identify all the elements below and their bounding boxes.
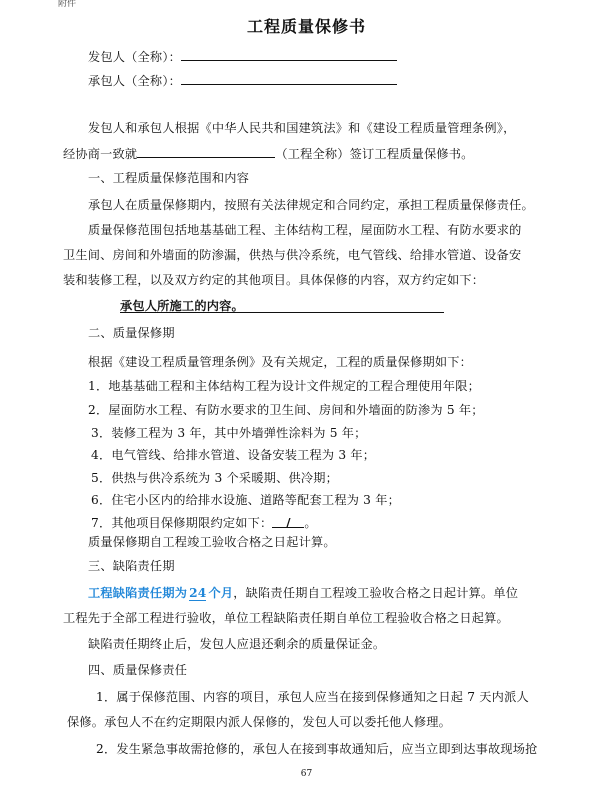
- section-3-heading: 三、缺陷责任期: [88, 559, 175, 573]
- other-period-fill-field[interactable]: /: [272, 515, 304, 528]
- intro-text-b: （工程全称）签订工程质量保修书。: [275, 147, 474, 161]
- intro-paragraph-line-2: [63, 145, 474, 162]
- document-title: 工程质量保修书: [246, 17, 366, 36]
- contractor-line: [88, 72, 397, 89]
- defect-period-unit: 个月: [208, 586, 234, 600]
- intro-text-a: 经协商一致就: [63, 147, 138, 161]
- defect-period-rest: ，缺陷责任期自工程竣工验收合格之日起计算。单位: [233, 586, 519, 600]
- employer-line: [88, 48, 397, 65]
- section-2-closing: 质量保修期自工程竣工验收合格之日起计算。: [88, 535, 336, 549]
- section-1-paragraph-2-line-3: 装和装修工程，以及双方约定的其他项目。具体保修的内容，双方约定如下：: [63, 273, 485, 287]
- warranty-item-1: 1．地基基础工程和主体结构工程为设计文件规定的工程合理使用年限；: [88, 379, 480, 393]
- intro-paragraph-line-1: 发包人和承包人根据《中华人民共和国建筑法》和《建设工程质量管理条例》，: [88, 121, 516, 135]
- warranty-item-4: 4．电气管线、给排水管道、设备安装工程为 3 年；: [91, 448, 376, 462]
- section-4-paragraph-1-line-1: 1．属于保修范围、内容的项目，承包人应当在接到保修通知之日起 7 天内派人: [96, 690, 529, 704]
- defect-period-months[interactable]: 24: [189, 586, 207, 600]
- warranty-item-2: 2．屋面防水工程、有防水要求的卫生间、房间和外墙面的防渗为 5 年；: [88, 403, 484, 417]
- section-4-heading: 四、质量保修责任: [88, 663, 188, 677]
- warranty-item-7: [91, 515, 317, 531]
- section-3-paragraph-1-line-2: 工程先于全部工程进行验收，单位工程缺陷责任期自单位工程验收合格之日起算。: [63, 611, 509, 625]
- section-1-paragraph-2-line-1: 质量保修范围包括地基基础工程、主体结构工程，屋面防水工程、有防水要求的: [88, 223, 522, 237]
- employer-label: 发包人（全称）：: [88, 50, 181, 64]
- section-1-paragraph-1: 承包人在质量保修期内，按照有关法律规定和合同约定，承担工程质量保修责任。: [88, 198, 534, 212]
- warranty-item-6: 6．住宅小区内的给排水设施、道路等配套工程为 3 年；: [91, 493, 400, 507]
- section-4-paragraph-1-line-2: 保修。承包人不在约定期限内派人保修的，发包人可以委托他人修理。: [67, 715, 452, 729]
- corner-mark: 附件: [58, 0, 77, 9]
- section-1-paragraph-2-line-2: 卫生间、房间和外墙面的防渗漏，供热与供冷系统，电气管线、给排水管道、设备安: [63, 248, 522, 262]
- project-name-blank[interactable]: [137, 145, 275, 158]
- employer-blank[interactable]: [181, 48, 397, 61]
- section-2-heading: 二、质量保修期: [88, 326, 175, 340]
- page-number: 67: [300, 769, 313, 779]
- section-1-heading: 一、工程质量保修范围和内容: [88, 171, 250, 185]
- defect-period-label: 工程缺陷责任期为: [88, 586, 188, 600]
- warranty-item-7-text: 7．其他项目保修期限约定如下：: [91, 516, 273, 530]
- section-2-intro: 根据《建设工程质量管理条例》及有关规定，工程的质量保修期如下：: [88, 355, 473, 369]
- contractor-label: 承包人（全称）：: [88, 74, 181, 88]
- warranty-item-3: 3．装修工程为 3 年，其中外墙弹性涂料为 5 年；: [91, 426, 367, 440]
- contractor-blank[interactable]: [181, 72, 397, 85]
- warranty-item-7-period: 。: [304, 516, 317, 530]
- section-4-paragraph-2-line-1: 2．发生紧急事故需抢修的，承包人在接到事故通知后，应当立即到达事故现场抢: [96, 742, 538, 756]
- section-3-paragraph-1-line-1: [88, 585, 518, 601]
- section-3-paragraph-2: 缺陷责任期终止后，发包人应退还剩余的质量保证金。: [88, 637, 386, 651]
- scope-fill-field[interactable]: 承包人所施工的内容。: [120, 298, 444, 313]
- warranty-item-5: 5．供热与供冷系统为 3 个采暖期、供冷期；: [91, 471, 339, 485]
- section-1-fill-line: [120, 298, 444, 314]
